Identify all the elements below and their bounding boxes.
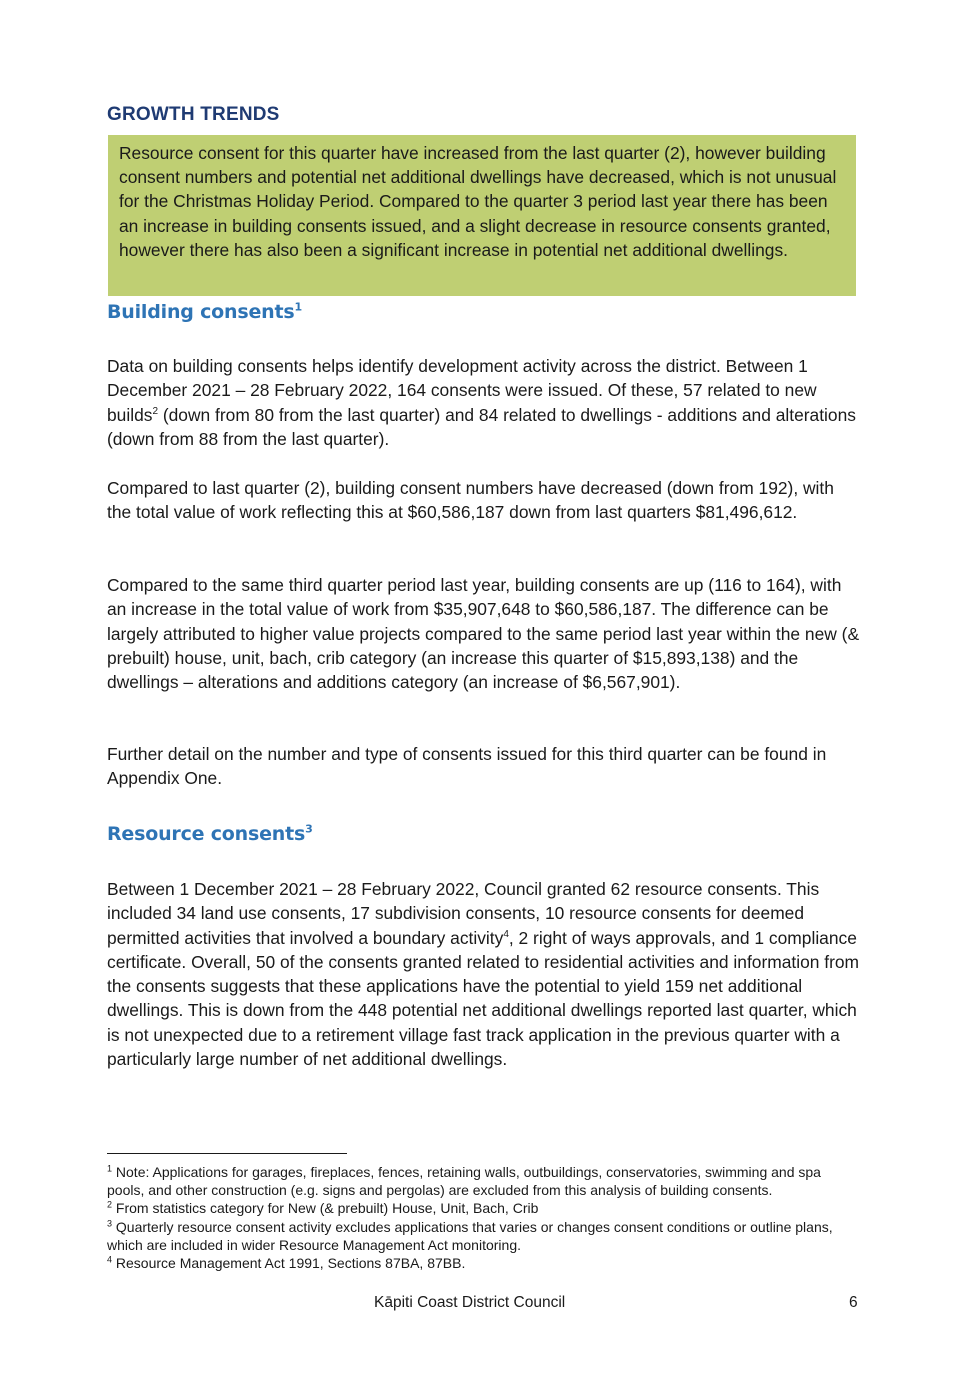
footnote-1-text: Note: Applications for garages, fireplaces, fences, retaining walls, outbuildings, conservatories, swimming and spa pools, and other construction (e.g. signs and pergolas) are excluded from this analysis of building consents.	[107, 1164, 821, 1199]
growth-summary-box: Resource consent for this quarter have increased from the last quarter (2), however building consent numbers and potential net additional dwellings have decreased, which is not unusual for the Christmas Holiday Period. Compared to the quarter 3 period last year there has been an increase in building consents issued, and a slight decrease in resource consents granted, however there has also been a significant increase in potential net additional dwellings.	[108, 135, 856, 296]
building-paragraph-4: Further detail on the number and type of consents issued for this third quarter can be found in Appendix One.	[107, 744, 827, 789]
building-paragraph-1	[107, 354, 862, 451]
growth-trends-heading: GROWTH TRENDS	[107, 104, 280, 125]
footnote-2-text: From statistics category for New (& prebuilt) House, Unit, Bach, Crib	[112, 1200, 539, 1217]
footnote-3	[107, 1218, 857, 1254]
building-paragraph-2: Compared to last quarter (2), building consent numbers have decreased (down from 192), with the total value of work reflecting this at $60,586,187 down from last quarters $81,496,612.	[107, 478, 834, 523]
resource-paragraph-1	[107, 877, 862, 1071]
building-consents-heading	[107, 301, 302, 323]
resource-p1-text-a: Between 1 December 2021 – 28 February 2022, Council granted 62 resource consents. This included 34 land use consents, 17 subdivision consents, 10 resource consents for deemed permitted activities that involved a boundary activity	[107, 879, 820, 948]
footnote-4	[107, 1254, 857, 1272]
footnote-3-text: Quarterly resource consent activity excludes applications that varies or changes consent conditions or outline plans, which are included in wider Resource Management Act monitoring.	[107, 1218, 833, 1253]
footnote-ref-3[interactable]: 3	[305, 822, 313, 836]
building-consents-title: Building consents	[107, 301, 295, 323]
resource-p1-text-b: , 2 right of ways approvals, and 1 compliance certificate. Overall, 50 of the consents granted related to residential activities and information from the consents suggests that these applications have the potential to yield 159 net additional dwellings. This is down from the 448 potential net additional dwellings reported last quarter, which is not unexpected due to a retirement village fast track application in the previous quarter with a particularly large number of net additional dwellings.	[107, 927, 860, 1070]
resource-consents-heading	[107, 823, 313, 845]
building-paragraph-3: Compared to the same third quarter period last year, building consents are up (116 to 164), with an increase in the total value of work from $35,907,648 to $60,586,187. The difference can be largely attributed to higher value projects compared to the same period last year within the new (& prebuilt) house, unit, bach, crib category (an increase this quarter of $15,893,138) and the dwellings – alterations and additions category (an increase of $6,567,901).	[107, 575, 860, 693]
footnote-4-text: Resource Management Act 1991, Sections 87BA, 87BB.	[112, 1255, 466, 1272]
footer-organisation: Kāpiti Coast District Council	[374, 1294, 566, 1311]
footnotes	[107, 1163, 857, 1272]
footnote-1	[107, 1163, 857, 1199]
footnote-2	[107, 1199, 857, 1217]
resource-consents-title: Resource consents	[107, 823, 306, 845]
footnote-separator	[107, 1153, 347, 1154]
page-number: 6	[849, 1294, 858, 1311]
footnote-4-marker: 4	[107, 1254, 113, 1265]
footnote-ref-2[interactable]: 2	[152, 405, 159, 417]
footnote-3-marker: 3	[107, 1217, 113, 1228]
footnote-1-marker: 1	[107, 1163, 113, 1174]
footnote-ref-1[interactable]: 1	[294, 300, 302, 314]
building-p1-text-a: Data on building consents helps identify development activity across the district. Between 1 December 2021 – 28 February 2022, 164 consents were issued. Of these, 57 related to new builds	[107, 356, 817, 425]
footnote-2-marker: 2	[107, 1199, 113, 1210]
footnote-ref-4[interactable]: 4	[503, 928, 509, 940]
building-p1-text-b: (down from 80 from the last quarter) and 84 related to dwellings - additions and alterations (down from 88 from the last quarter).	[107, 404, 856, 449]
